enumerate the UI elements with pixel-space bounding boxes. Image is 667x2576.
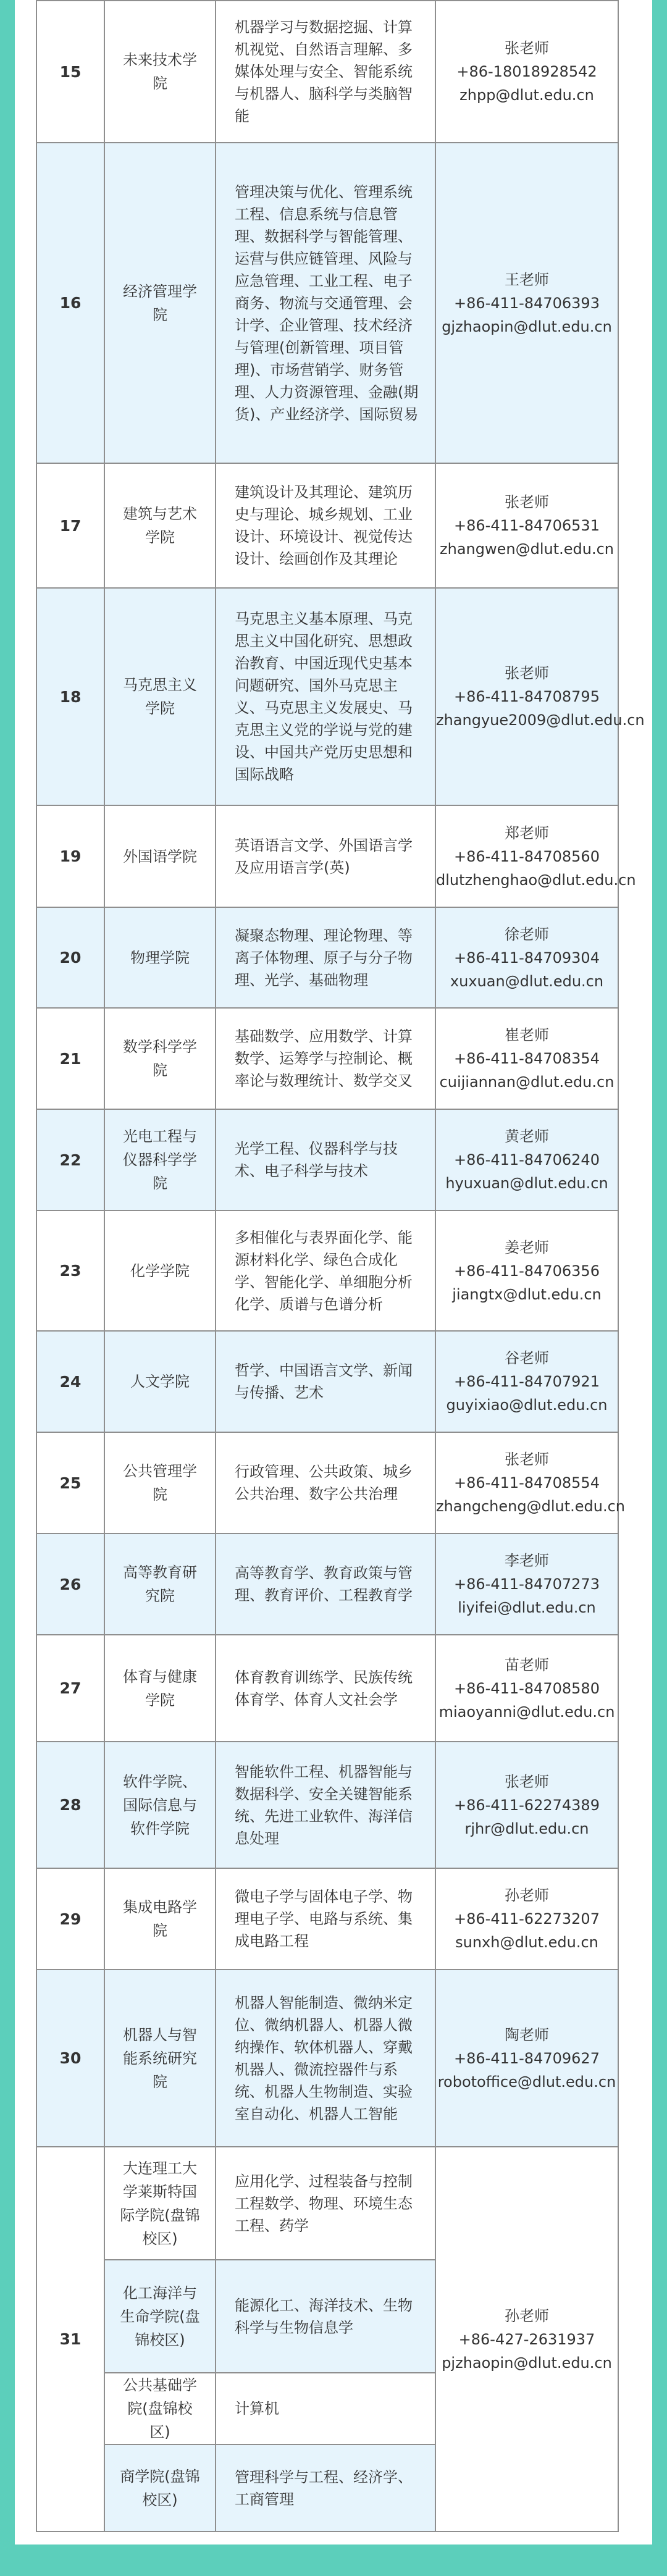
contact-phone: +86-411-84707273 — [454, 1575, 600, 1593]
row-number: 16 — [36, 143, 104, 463]
row-number: 24 — [36, 1331, 104, 1432]
major-list: 英语语言文学、外国语言学及应用语言学(英) — [216, 805, 435, 907]
contact-phone: +86-411-84708560 — [454, 847, 600, 865]
contact-phone: +86-411-84709627 — [454, 2049, 600, 2067]
contact-info — [435, 463, 618, 588]
contact-name: 张老师 — [505, 1451, 549, 1468]
contact-phone: +86-411-84706240 — [454, 1151, 600, 1168]
college-name: 物理学院 — [104, 907, 216, 1008]
contact-info — [435, 143, 618, 463]
contact-name: 张老师 — [505, 665, 549, 682]
college-name: 公共管理学院 — [104, 1432, 216, 1533]
college-name: 化工海洋与生命学院(盘锦校区) — [104, 2260, 216, 2373]
major-list: 管理科学与工程、经济学、工商管理 — [216, 2444, 435, 2532]
contact-email[interactable]: pjzhaopin@dlut.edu.cn — [442, 2354, 612, 2372]
major-list: 智能软件工程、机器智能与数据科学、安全关键智能系统、先进工业软件、海洋信息处理 — [216, 1742, 435, 1868]
table-row — [36, 1970, 618, 2147]
contact-name: 张老师 — [505, 40, 549, 57]
row-number: 18 — [36, 588, 104, 805]
table-row — [36, 805, 618, 907]
contact-name: 张老师 — [505, 493, 549, 511]
contact-name: 崔老师 — [505, 1026, 549, 1044]
contact-email[interactable]: zhangcheng@dlut.edu.cn — [436, 1498, 625, 1515]
row-number: 23 — [36, 1210, 104, 1331]
contact-email[interactable]: zhangyue2009@dlut.edu.cn — [436, 711, 645, 729]
college-name: 未来技术学院 — [104, 1, 216, 143]
row-number: 25 — [36, 1432, 104, 1533]
college-name: 马克思主义学院 — [104, 588, 216, 805]
major-list: 计算机 — [216, 2373, 435, 2444]
contact-name: 姜老师 — [505, 1238, 549, 1256]
contact-phone: +86-411-84708354 — [454, 1050, 600, 1067]
major-list: 行政管理、公共政策、城乡公共治理、数字公共治理 — [216, 1432, 435, 1533]
major-list: 能源化工、海洋技术、生物科学与生物信息学 — [216, 2260, 435, 2373]
table-row — [36, 1, 618, 143]
contact-phone: +86-411-84708554 — [454, 1474, 600, 1491]
major-list: 机器学习与数据挖掘、计算机视觉、自然语言理解、多媒体处理与安全、智能系统与机器人、脑科学与类脑智能 — [216, 1, 435, 143]
contact-email[interactable]: zhangwen@dlut.edu.cn — [440, 540, 614, 558]
contact-name: 孙老师 — [505, 1887, 549, 1904]
contact-email[interactable]: dlutzhenghao@dlut.edu.cn — [436, 871, 636, 889]
college-name: 外国语学院 — [104, 805, 216, 907]
college-name: 商学院(盘锦校区) — [104, 2444, 216, 2532]
contact-phone: +86-411-84708795 — [454, 688, 600, 705]
major-list: 基础数学、应用数学、计算数学、运筹学与控制论、概率论与数理统计、数学交叉 — [216, 1008, 435, 1109]
contact-info — [435, 588, 645, 805]
college-name: 机器人与智能系统研究院 — [104, 1970, 216, 2147]
contact-info — [435, 907, 618, 1008]
table-row — [36, 1008, 618, 1109]
table-row — [36, 1635, 618, 1742]
contact-info — [435, 805, 636, 907]
contact-info — [435, 1, 618, 143]
contact-name: 谷老师 — [505, 1349, 549, 1367]
contact-info — [435, 1533, 618, 1635]
table-row — [36, 907, 618, 1008]
contact-phone: +86-411-84707921 — [454, 1373, 600, 1390]
contact-email[interactable]: cuijiannan@dlut.edu.cn — [439, 1073, 615, 1091]
row-number: 31 — [36, 2147, 104, 2532]
contact-email[interactable]: guyixiao@dlut.edu.cn — [446, 1396, 608, 1414]
college-name: 光电工程与仪器科学学院 — [104, 1109, 216, 1210]
major-list: 体育教育训练学、民族传统体育学、体育人文社会学 — [216, 1635, 435, 1742]
college-name: 人文学院 — [104, 1331, 216, 1432]
major-list: 应用化学、过程装备与控制工程数学、物理、环境生态工程、药学 — [216, 2147, 435, 2260]
college-name: 经济管理学院 — [104, 143, 216, 463]
row-number: 21 — [36, 1008, 104, 1109]
college-name: 建筑与艺术学院 — [104, 463, 216, 588]
college-name: 数学科学学院 — [104, 1008, 216, 1109]
contact-phone: +86-411-84706393 — [454, 294, 600, 312]
contact-phone: +86-411-84706531 — [454, 517, 600, 534]
contact-phone: +86-18018928542 — [456, 63, 597, 80]
major-list: 凝聚态物理、理论物理、等离子体物理、原子与分子物理、光学、基础物理 — [216, 907, 435, 1008]
contact-name: 陶老师 — [505, 2026, 549, 2044]
table-row — [36, 143, 618, 463]
contact-name: 黄老师 — [505, 1128, 549, 1145]
major-list: 建筑设计及其理论、建筑历史与理论、城乡规划、工业设计、环境设计、视觉传达设计、绘画创作及其理论 — [216, 463, 435, 588]
major-list: 哲学、中国语言文学、新闻与传播、艺术 — [216, 1331, 435, 1432]
table-row — [36, 1533, 618, 1635]
major-list: 马克思主义基本原理、马克思主义中国化研究、思想政治教育、中国近现代史基本问题研究、国外马克思主义、马克思主义发展史、马克思主义党的学说与党的建设、中国共产党历史思想和国际战略 — [216, 588, 435, 805]
table-row — [36, 1742, 618, 1868]
contact-info — [435, 1210, 618, 1331]
contact-name: 孙老师 — [505, 2307, 549, 2325]
table-row — [36, 1868, 618, 1970]
contact-name: 郑老师 — [505, 824, 549, 842]
contact-phone: +86-411-84709304 — [454, 949, 600, 967]
table-row — [36, 588, 618, 805]
major-list: 光学工程、仪器科学与技术、电子科学与技术 — [216, 1109, 435, 1210]
contact-info — [435, 1970, 618, 2147]
table-row — [36, 463, 618, 588]
contact-info — [435, 1742, 618, 1868]
contact-phone: +86-411-62273207 — [454, 1910, 600, 1928]
contact-info — [435, 1432, 625, 1533]
contact-info — [435, 1635, 618, 1742]
major-list: 多相催化与表界面化学、能源材料化学、绿色合成化学、智能化学、单细胞分析化学、质谱与色谱分析 — [216, 1210, 435, 1331]
row-number: 22 — [36, 1109, 104, 1210]
contact-info — [435, 1008, 618, 1109]
table-row — [36, 1331, 618, 1432]
contact-name: 张老师 — [505, 1773, 549, 1790]
college-name: 大连理工大学莱斯特国际学院(盘锦校区) — [104, 2147, 216, 2260]
contact-email[interactable]: robotoffice@dlut.edu.cn — [437, 2073, 616, 2091]
contact-name: 苗老师 — [505, 1656, 549, 1674]
contact-name: 王老师 — [505, 271, 549, 288]
major-list: 管理决策与优化、管理系统工程、信息系统与信息管理、数据科学与智能管理、运营与供应链管理、风险与应急管理、工业工程、电子商务、物流与交通管理、会计学、企业管理、技术经济与管理(创新管理、项目管理)、市场营销学、财务管理、人力资源管理、金融(期货)、产业经济学、国际贸易 — [216, 143, 435, 463]
contact-email[interactable]: gjzhaopin@dlut.edu.cn — [442, 317, 612, 335]
table-row — [36, 2147, 618, 2260]
contact-email[interactable]: hyuxuan@dlut.edu.cn — [445, 1175, 608, 1192]
row-number: 29 — [36, 1868, 104, 1970]
contact-info — [435, 1331, 618, 1432]
row-number: 28 — [36, 1742, 104, 1868]
contact-phone: +86-411-84706356 — [454, 1262, 600, 1280]
row-number: 19 — [36, 805, 104, 907]
college-name: 软件学院、国际信息与软件学院 — [104, 1742, 216, 1868]
contact-email[interactable]: miaoyanni@dlut.edu.cn — [438, 1703, 615, 1721]
contact-email[interactable]: jiangtx@dlut.edu.cn — [452, 1285, 602, 1303]
major-list: 高等教育学、教育政策与管理、教育评价、工程教育学 — [216, 1533, 435, 1635]
major-list: 机器人智能制造、微纳米定位、微纳机器人、机器人微纳操作、软体机器人、穿戴机器人、微流控器件与系统、机器人生物制造、实验室自动化、机器人工智能 — [216, 1970, 435, 2147]
college-name: 公共基础学院(盘锦校区) — [104, 2373, 216, 2444]
contact-email[interactable]: liyifei@dlut.edu.cn — [458, 1599, 596, 1616]
college-name: 体育与健康学院 — [104, 1635, 216, 1742]
contact-info — [435, 1868, 618, 1970]
major-list: 微电子学与固体电子学、物理电子学、电路与系统、集成电路工程 — [216, 1868, 435, 1970]
contact-info — [435, 1109, 618, 1210]
row-number: 26 — [36, 1533, 104, 1635]
contact-info — [435, 2147, 618, 2532]
contact-email[interactable]: sunxh@dlut.edu.cn — [455, 1934, 598, 1951]
row-number: 17 — [36, 463, 104, 588]
contact-name: 徐老师 — [505, 925, 549, 943]
table-row — [36, 1210, 618, 1331]
contact-email[interactable]: zhpp@dlut.edu.cn — [459, 86, 594, 104]
contact-email[interactable]: rjhr@dlut.edu.cn — [464, 1819, 589, 1837]
contact-phone: +86-411-62274389 — [454, 1796, 600, 1814]
college-name: 化学学院 — [104, 1210, 216, 1331]
table-row — [36, 1109, 618, 1210]
college-name: 集成电路学院 — [104, 1868, 216, 1970]
college-name: 高等教育研究院 — [104, 1533, 216, 1635]
contact-phone: +86-427-2631937 — [458, 2330, 595, 2348]
recruitment-table — [36, 0, 645, 2532]
contact-email[interactable]: xuxuan@dlut.edu.cn — [450, 972, 604, 990]
contact-phone: +86-411-84708580 — [454, 1679, 600, 1697]
row-number: 20 — [36, 907, 104, 1008]
contact-name: 李老师 — [505, 1552, 549, 1569]
table-row — [36, 1432, 618, 1533]
row-number: 30 — [36, 1970, 104, 2147]
row-number: 15 — [36, 1, 104, 143]
row-number: 27 — [36, 1635, 104, 1742]
